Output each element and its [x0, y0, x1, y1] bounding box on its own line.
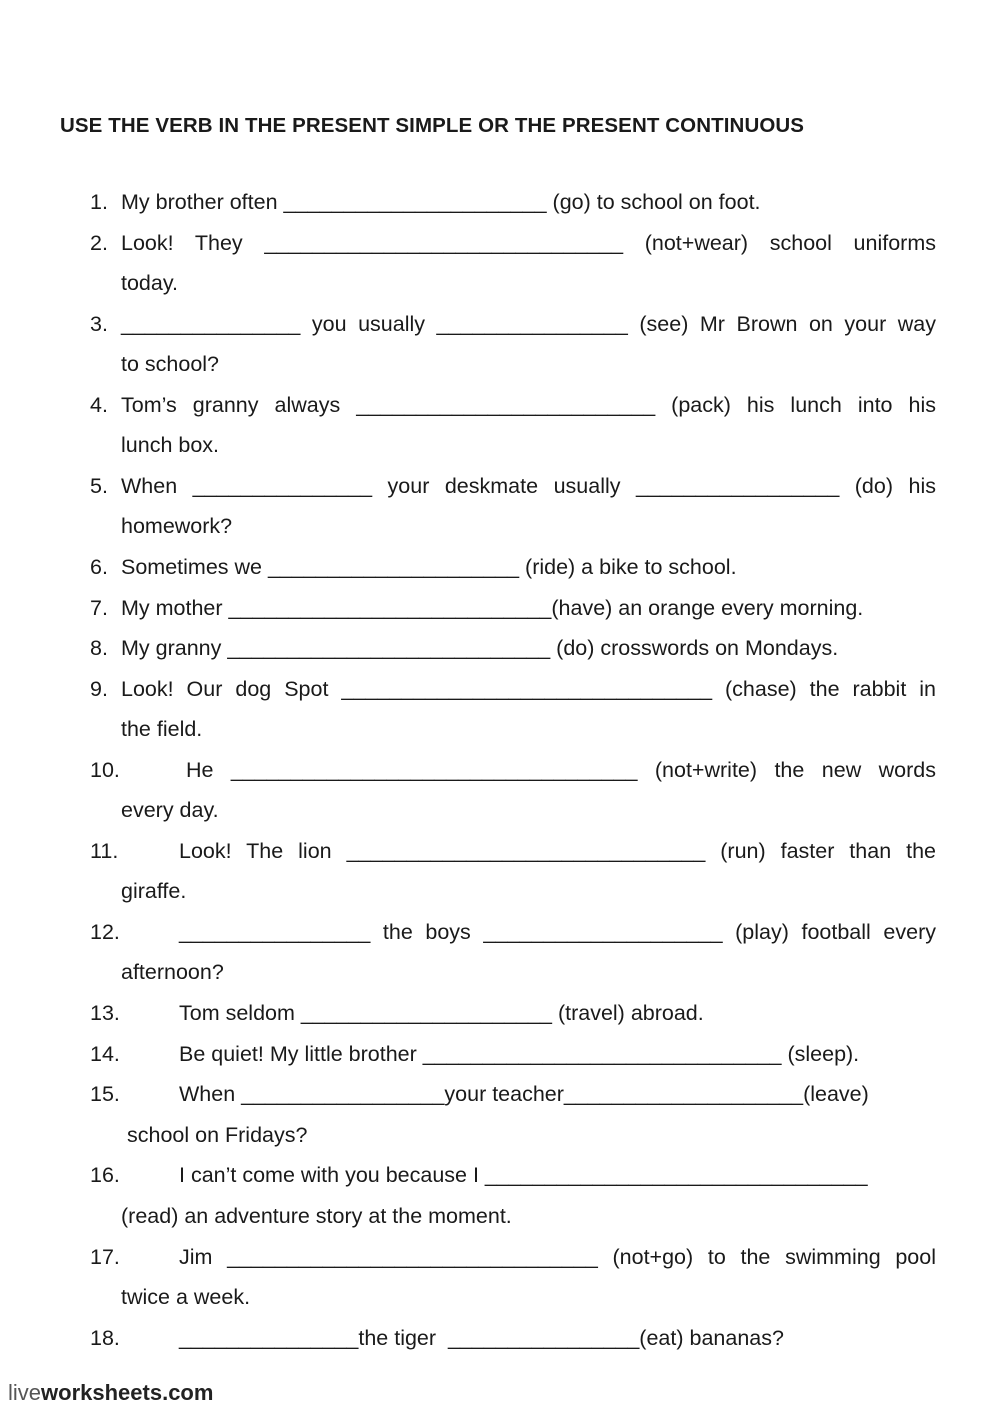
item-number: 3.	[90, 312, 108, 336]
item-number: 14.	[90, 1042, 120, 1066]
item-text: ________________ the boys ____________________ (play) football every	[179, 920, 936, 944]
item-text: _______________ you usually ________________ (see) Mr Brown on your way	[121, 312, 936, 336]
item-text: Look! The lion ______________________________ (run) faster than the	[179, 839, 936, 863]
item-text-continued: today.	[121, 271, 178, 295]
logo-suffix: .com	[162, 1380, 214, 1405]
item-number: 13.	[90, 1001, 120, 1025]
item-number: 2.	[90, 231, 108, 255]
item-text: When _______________ your deskmate usually _________________ (do) his	[121, 474, 936, 498]
logo-brand: worksheets	[41, 1380, 163, 1405]
item-text: My mother ___________________________(have) an orange every morning.	[121, 596, 864, 620]
item-text-continued: the field.	[121, 717, 203, 741]
item-text: He __________________________________ (not+write) the new words	[186, 758, 936, 782]
page-title: USE THE VERB IN THE PRESENT SIMPLE OR THE PRESENT CONTINUOUS	[60, 114, 805, 137]
item-text: _______________the tiger ________________(eat) bananas?	[179, 1326, 784, 1350]
liveworksheets-logo	[8, 1380, 213, 1406]
item-number: 5.	[90, 474, 108, 498]
item-number: 4.	[90, 393, 108, 417]
item-text: Sometimes we _____________________ (ride) a bike to school.	[121, 555, 737, 579]
item-text: My granny ___________________________ (do) crosswords on Mondays.	[121, 636, 839, 660]
item-text: Jim _______________________________ (not+go) to the swimming pool	[179, 1245, 936, 1269]
item-number: 1.	[90, 190, 108, 214]
logo-prefix: live	[8, 1380, 42, 1405]
item-text-continued: giraffe.	[121, 879, 187, 903]
item-text-continued: afternoon?	[121, 960, 224, 984]
item-text: Tom’s granny always _________________________ (pack) his lunch into his	[121, 393, 936, 417]
item-text-continued: school on Fridays?	[127, 1123, 308, 1147]
item-text: Look! Our dog Spot _______________________________ (chase) the rabbit in	[121, 677, 936, 701]
item-number: 9.	[90, 677, 108, 701]
item-text-continued: (read) an adventure story at the moment.	[121, 1204, 512, 1228]
item-number: 8.	[90, 636, 108, 660]
item-text: I can’t come with you because I ________________________________	[179, 1163, 868, 1187]
item-text: My brother often ______________________ (go) to school on foot.	[121, 190, 761, 214]
item-text-continued: homework?	[121, 514, 233, 538]
item-number: 6.	[90, 555, 108, 579]
item-text-continued: to school?	[121, 352, 220, 376]
item-number: 10.	[90, 758, 120, 782]
item-text: Be quiet! My little brother ______________________________ (sleep).	[179, 1042, 860, 1066]
item-number: 11.	[90, 839, 119, 863]
item-text-continued: lunch box.	[121, 433, 220, 457]
item-text-continued: twice a week.	[121, 1285, 251, 1309]
item-number: 16.	[90, 1163, 120, 1187]
item-text-continued: every day.	[121, 798, 219, 822]
item-number: 15.	[90, 1082, 120, 1106]
item-number: 18.	[90, 1326, 120, 1350]
item-number: 7.	[90, 596, 108, 620]
item-number: 17.	[90, 1245, 120, 1269]
item-text: When _________________your teacher____________________(leave)	[179, 1082, 869, 1106]
item-number: 12.	[90, 920, 120, 944]
item-text: Look! They ______________________________ (not+wear) school uniforms	[121, 231, 936, 255]
item-text: Tom seldom _____________________ (travel) abroad.	[179, 1001, 704, 1025]
